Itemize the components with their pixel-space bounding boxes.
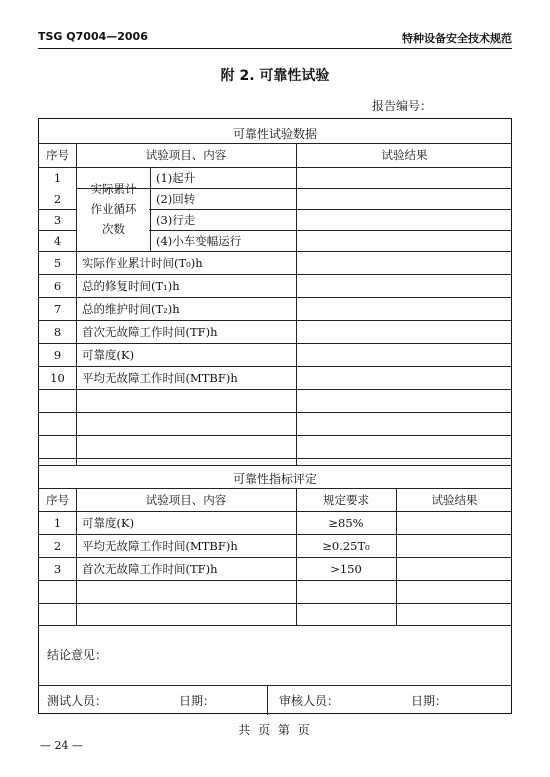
- page-number: — 24 —: [40, 739, 83, 752]
- table1-row-no: 1: [53, 171, 62, 185]
- table2-row-no: 3: [53, 562, 62, 576]
- standard-code: TSG Q7004—2006: [38, 30, 148, 43]
- table1-row-no: 2: [53, 192, 62, 206]
- table2-col-result: 试验结果: [431, 493, 478, 507]
- table2-row-item: 首次无故障工作时间(TF)h: [82, 562, 218, 576]
- table1-row-item: 平均无故障工作时间(MTBF)h: [82, 371, 238, 385]
- conclusion-label: 结论意见：: [47, 648, 108, 662]
- reliability-test-form: [38, 118, 512, 714]
- running-header: [38, 28, 512, 49]
- table1-row-item: (4)小车变幅运行: [156, 234, 242, 248]
- table1-col-result: 试验结果: [381, 148, 428, 162]
- table2-row-requirement: ≥85%: [328, 516, 364, 530]
- table2-col-no: 序号: [46, 493, 69, 507]
- table1-row-no: 7: [53, 302, 62, 316]
- table1-caption: 可靠性试验数据: [232, 127, 317, 141]
- page-count-line: 共 页 第 页: [238, 723, 312, 737]
- table1-row-item: (2)回转: [156, 192, 196, 206]
- table1-col-item: 试验项目、内容: [145, 148, 227, 162]
- test-date-label: 日期：: [179, 694, 216, 708]
- table2-row-no: 2: [53, 539, 62, 553]
- table1-col-no: 序号: [46, 148, 69, 162]
- review-date-label: 日期：: [411, 694, 448, 708]
- table1-row-no: 8: [53, 325, 62, 339]
- table1-row-item: 实际作业累计时间(T₀)h: [82, 256, 203, 270]
- table1-row-no: 6: [53, 279, 62, 293]
- table1-row-item: 总的维护时间(T₂)h: [82, 302, 180, 316]
- reviewer-label: 审核人员：: [279, 694, 340, 708]
- table2-col-item: 试验项目、内容: [145, 493, 227, 507]
- table2-caption: 可靠性指标评定: [232, 472, 317, 486]
- table1-row-no: 5: [53, 256, 62, 270]
- table2-row-item: 平均无故障工作时间(MTBF)h: [82, 539, 238, 553]
- cycle-count-group-label: 实际累计 作业循环 次数: [90, 182, 137, 236]
- table2-row-item: 可靠度(K): [82, 516, 135, 530]
- table1-row-item: (1)起升: [156, 171, 196, 185]
- table1-row-no: 3: [53, 213, 62, 227]
- tester-label: 测试人员：: [47, 694, 108, 708]
- standard-category: 特种设备安全技术规范: [402, 32, 512, 45]
- table1-row-item: 首次无故障工作时间(TF)h: [82, 325, 218, 339]
- table2-row-requirement: >150: [330, 562, 362, 576]
- table1-row-no: 9: [53, 348, 62, 362]
- table1-row-no: 4: [53, 234, 62, 248]
- table2-row-requirement: ≥0.25T₀: [322, 539, 370, 553]
- table1-row-item: 总的修复时间(T₁)h: [82, 279, 180, 293]
- table2-col-requirement: 规定要求: [323, 493, 369, 507]
- table2-row-no: 1: [53, 516, 62, 530]
- appendix-title: 附 2. 可靠性试验: [220, 68, 330, 84]
- table1-row-no: 10: [50, 371, 65, 385]
- report-number-label: 报告编号：: [372, 99, 433, 113]
- table1-row-item: 可靠度(K): [82, 348, 135, 362]
- table1-row-item: (3)行走: [156, 213, 196, 227]
